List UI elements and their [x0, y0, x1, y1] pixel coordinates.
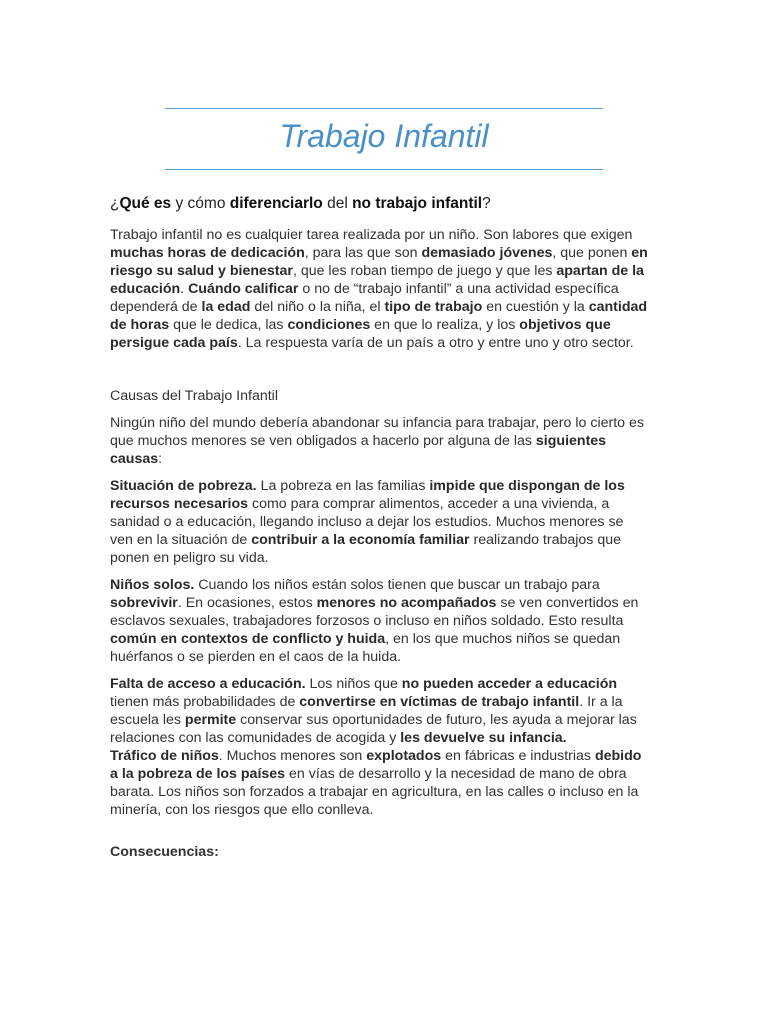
poverty-paragraph: Situación de pobreza. La pobreza en las familias impide que dispongan de los recursos necesarios como para comprar alimentos, acceder a una vivienda, a sanidad o a educación, llegando incluso a dejar los estudios. Muchos menores se ven en la situación de contribuir a la economía familiar realizando trabajos que ponen en peligro su vida.	[110, 478, 625, 566]
title-top-rule	[165, 108, 603, 109]
title-bottom-rule	[165, 169, 603, 170]
children-alone-paragraph: Niños solos. Cuando los niños están solos tienen que buscar un trabajo para sobrevivir. En ocasiones, estos menores no acompañados se ven convertidos en esclavos sexuales, trabajadores forzosos o incluso en niños soldado. Esto resulta común en contextos de conflicto y huida, en los que muchos niños se quedan huérfanos o se pierden en el caos de la huida.	[110, 577, 639, 665]
document-title: Trabajo Infantil	[279, 118, 489, 154]
education-paragraph: Falta de acceso a educación. Los niños que no pueden acceder a educación tienen más probabilidades de convertirse en víctimas de trabajo infantil. Ir a la escuela les permite conservar sus oportunidades de futuro, les ayuda a mejorar las relaciones con las comunidades de acogida y les devuelve su infancia.	[110, 676, 637, 746]
document-body	[110, 194, 650, 861]
causes-heading: Causas del Trabajo Infantil	[110, 388, 278, 404]
causes-intro-paragraph: Ningún niño del mundo debería abandonar su infancia para trabajar, pero lo cierto es que muchos menores se ven obligados a hacerlo por alguna de las siguientes causas:	[110, 415, 644, 467]
trafficking-paragraph: Tráfico de niños. Muchos menores son explotados en fábricas e industrias debido a la pobreza de los países en vías de desarrollo y la necesidad de mano de obra barata. Los niños son forzados a trabajar en agricultura, en las calles o incluso en la minería, con los riesgos que ello conlleva.	[110, 748, 642, 818]
intro-paragraph: Trabajo infantil no es cualquier tarea realizada por un niño. Son labores que exigen muchas horas de dedicación, para las que son demasiado jóvenes, que ponen en riesgo su salud y bienestar, que les roban tiempo de juego y que les apartan de la educación. Cuándo calificar o no de “trabajo infantil” a una actividad específica dependerá de la edad del niño o la niña, el tipo de trabajo en cuestión y la cantidad de horas que le dedica, las condiciones en que lo realiza, y los objetivos que persigue cada país. La respuesta varía de un país a otro y entre uno y otro sector.	[110, 227, 648, 351]
consequences-heading: Consecuencias:	[110, 844, 219, 860]
question-subheading: ¿Qué es y cómo diferenciarlo del no trabajo infantil?	[110, 195, 491, 212]
